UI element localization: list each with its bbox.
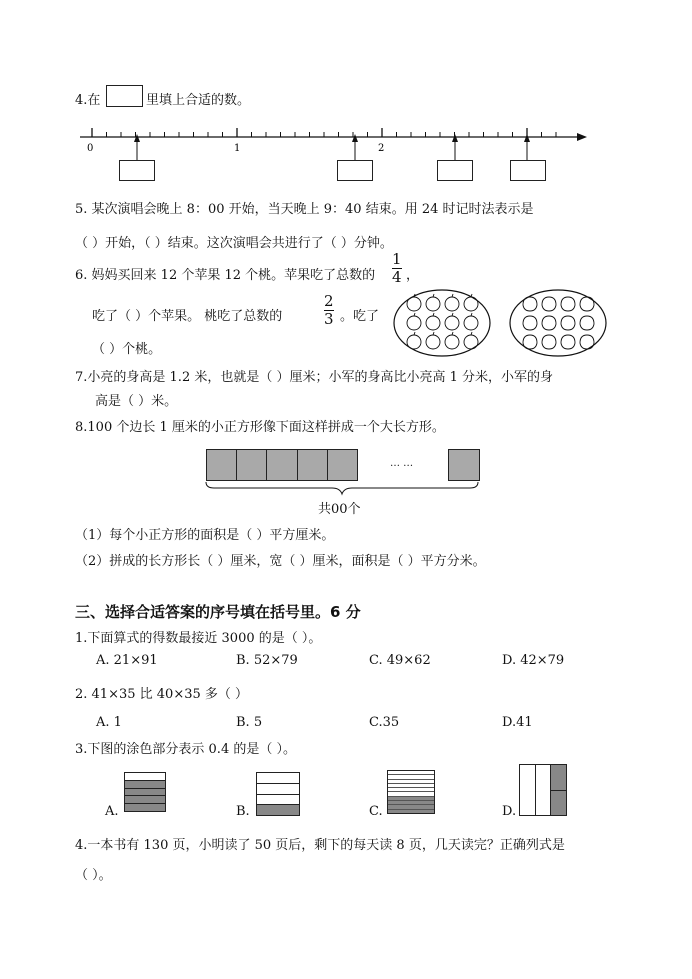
c3-label-d[interactable]: D.	[502, 804, 517, 819]
figure-c	[387, 770, 435, 814]
apple-icon	[426, 297, 440, 311]
fruit-plates	[392, 288, 614, 360]
pointer-arrow-4	[524, 134, 530, 160]
fraction-denominator: 4	[392, 268, 402, 286]
apple-icon	[426, 335, 440, 349]
pointer-arrow-1	[134, 134, 140, 160]
c2-question: 2. 41×35 比 40×35 多（ ）	[75, 687, 249, 702]
q4-prefix: 4.在	[75, 93, 101, 108]
answer-box-2[interactable]	[337, 160, 373, 181]
pointer-arrow-2	[352, 134, 358, 160]
peach-icon	[580, 297, 594, 311]
apple-icon	[407, 297, 421, 311]
c3-label-a[interactable]: A.	[105, 804, 119, 819]
fraction-numerator: 2	[324, 292, 334, 310]
answer-box-1[interactable]	[119, 160, 155, 181]
apple-icon	[464, 297, 478, 311]
c3-label-c[interactable]: C.	[369, 804, 383, 819]
ellipsis: … …	[390, 458, 414, 469]
brace-label: 共00个	[318, 502, 361, 517]
c1-option-d[interactable]: D. 42×79	[502, 653, 565, 668]
c4-line2: （ ）。	[75, 868, 112, 883]
fraction-denominator: 3	[324, 310, 334, 328]
peach-icon	[542, 335, 556, 349]
tick-label-0: 0	[87, 143, 94, 154]
section-title: 三、选择合适答案的序号填在括号里。6 分	[75, 603, 361, 621]
q8-line1: 8.100 个边长 1 厘米的小正方形像下面这样拼成一个大长方形。	[75, 420, 445, 435]
apple-icon	[407, 335, 421, 349]
peach-icon	[523, 335, 537, 349]
q7-line1: 7.小亮的身高是 1.2 米，也就是（ ）厘米；小军的身高比小亮高 1 分米，小军的身	[75, 370, 554, 385]
q4-suffix: 里填上合适的数。	[146, 93, 251, 108]
tick-label-1: 1	[234, 143, 241, 154]
peach-icon	[561, 335, 575, 349]
c2-option-d[interactable]: D.41	[502, 715, 533, 730]
brace	[204, 480, 484, 498]
peach-icon	[542, 316, 556, 330]
c3-question: 3.下图的涂色部分表示 0.4 的是（ ）。	[75, 742, 296, 757]
small-square	[328, 450, 357, 480]
peach-icon	[580, 316, 594, 330]
small-square	[207, 450, 237, 480]
q6-line1-end: ，	[406, 268, 420, 283]
c1-option-b[interactable]: B. 52×79	[236, 653, 298, 668]
peach-icon	[523, 316, 537, 330]
fraction-two-thirds	[324, 294, 334, 327]
peach-icon	[542, 297, 556, 311]
pointer-arrow-3	[452, 134, 458, 160]
small-square	[267, 450, 297, 480]
peach-icon	[523, 297, 537, 311]
q8-sub1: （1）每个小正方形的面积是（ ）平方厘米。	[75, 528, 335, 543]
fraction-one-quarter	[392, 252, 402, 285]
peaches-group	[523, 297, 594, 349]
c4-line1: 4.一本书有 130 页，小明读了 50 页后，剩下的每天读 8 页，几天读完？正确列式是	[75, 838, 565, 853]
c1-question: 1.下面算式的得数最接近 3000 的是（ ）。	[75, 631, 322, 646]
q5-line2: （ ）开始，（ ）结束。这次演唱会共进行了（ ）分钟。	[75, 236, 393, 251]
apple-icon	[426, 316, 440, 330]
apple-icon	[445, 335, 459, 349]
apple-icon	[407, 316, 421, 330]
c3-label-b[interactable]: B.	[236, 804, 250, 819]
figure-b	[256, 772, 300, 816]
number-line-arrow	[577, 133, 587, 141]
peach-icon	[561, 316, 575, 330]
peach-icon	[580, 335, 594, 349]
answer-box-4[interactable]	[510, 160, 546, 181]
apple-icon	[464, 335, 478, 349]
c2-option-b[interactable]: B. 5	[236, 715, 263, 730]
answer-box-3[interactable]	[437, 160, 473, 181]
small-square	[237, 450, 267, 480]
c2-option-a[interactable]: A. 1	[96, 715, 122, 730]
q6-line2-a: 吃了（ ）个苹果。 桃吃了总数的	[92, 309, 283, 324]
q8-sub2: （2）拼成的长方形长（ ）厘米，宽（ ）厘米，面积是（ ）平方分米。	[75, 554, 486, 569]
q6-line2-b: 。吃了	[340, 309, 380, 324]
last-square	[448, 449, 480, 481]
apple-icon	[445, 297, 459, 311]
c1-option-a[interactable]: A. 21×91	[96, 653, 158, 668]
apples-group	[407, 294, 478, 349]
q4-answer-box-example	[106, 85, 143, 107]
small-square	[298, 450, 328, 480]
q7-line2: 高是（ ）米。	[95, 394, 178, 409]
square-row	[206, 449, 358, 481]
q6-line3: （ ）个桃。	[92, 342, 162, 357]
q6-line1: 6. 妈妈买回来 12 个苹果 12 个桃。苹果吃了总数的	[75, 268, 376, 283]
q5-line1: 5. 某次演唱会晚上 8：00 开始，当天晚上 9：40 结束。用 24 时记时法表示是	[75, 202, 534, 217]
c2-option-c[interactable]: C.35	[369, 715, 400, 730]
tick-label-2: 2	[378, 143, 385, 154]
figure-d	[519, 764, 567, 816]
apple-icon	[445, 316, 459, 330]
peach-icon	[561, 297, 575, 311]
number-line-ticks	[92, 128, 556, 137]
c1-option-c[interactable]: C. 49×62	[369, 653, 431, 668]
figure-a	[124, 772, 166, 812]
fraction-numerator: 1	[392, 250, 402, 268]
apple-icon	[464, 316, 478, 330]
